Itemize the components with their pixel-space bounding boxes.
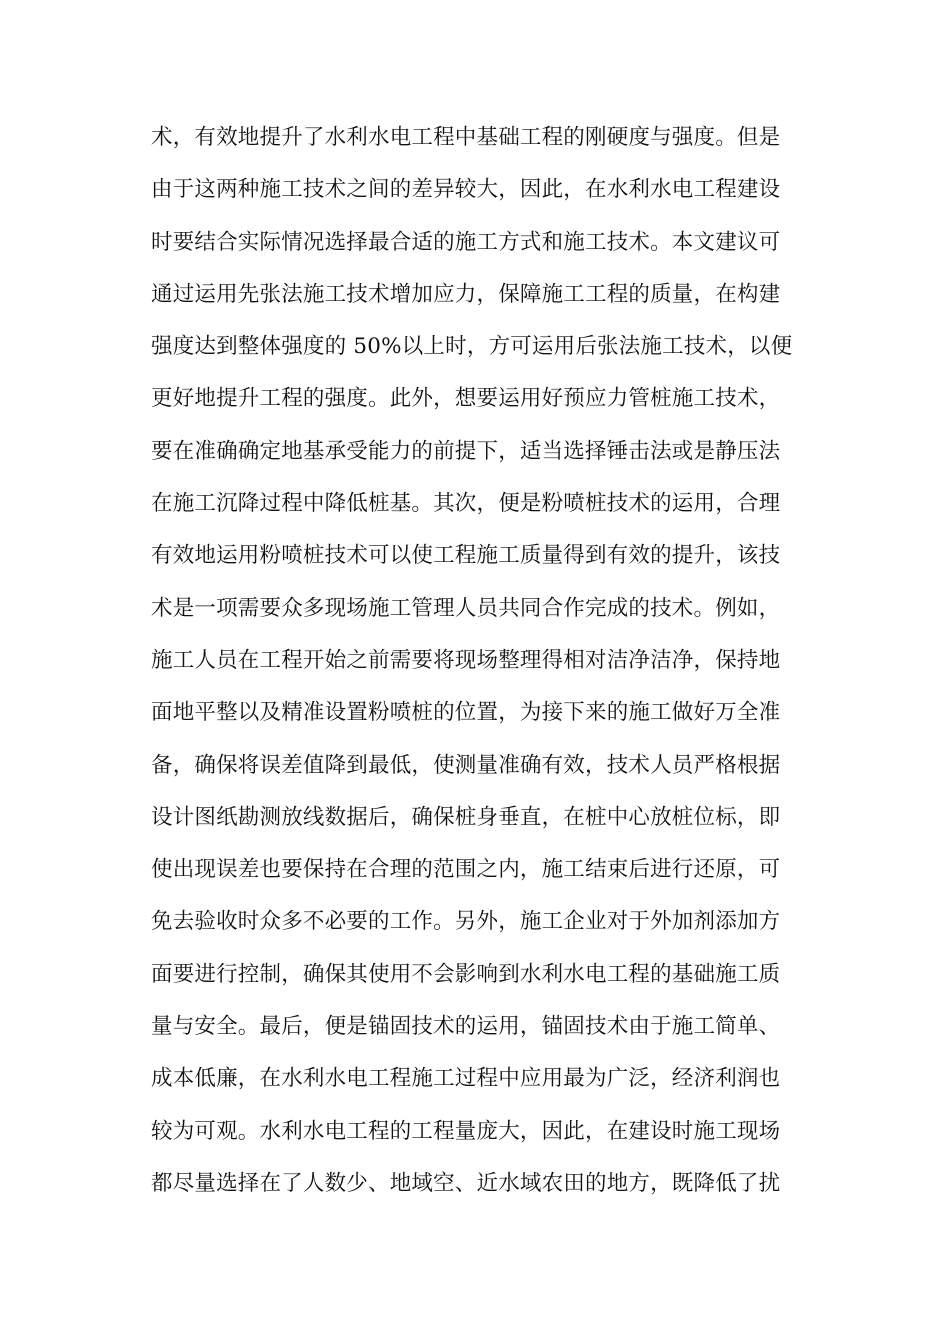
text-line: 由于这两种施工技术之间的差异较大，因此，在水利水电工程建设 (151, 177, 781, 203)
text-line: 备，确保将误差值降到最低，使测量准确有效，技术人员严格根据 (151, 752, 781, 778)
text-line: 更好地提升工程的强度。此外，想要运用好预应力管桩施工技术， (151, 386, 781, 412)
text-line: 在施工沉降过程中降低桩基。其次，便是粉喷桩技术的运用，合理 (151, 491, 781, 517)
text-line: 较为可观。水利水电工程的工程量庞大，因此，在建设时施工现场 (151, 1118, 781, 1144)
text-line: 面地平整以及精准设置粉喷桩的位置，为接下来的施工做好万全准 (151, 700, 781, 726)
text-line: 施工人员在工程开始之前需要将现场整理得相对洁净洁净，保持地 (151, 647, 781, 673)
text-line: 通过运用先张法施工技术增加应力，保障施工工程的质量，在构建 (151, 281, 781, 307)
text-line: 时要结合实际情况选择最合适的施工方式和施工技术。本文建议可 (151, 229, 781, 255)
text-line: 面要进行控制，确保其使用不会影响到水利水电工程的基础施工质 (151, 961, 781, 987)
text-line: 术是一项需要众多现场施工管理人员共同合作完成的技术。例如， (151, 595, 781, 621)
text-line: 使出现误差也要保持在合理的范围之内，施工结束后进行还原，可 (151, 857, 781, 883)
text-line: 免去验收时众多不必要的工作。另外，施工企业对于外加剂添加方 (151, 909, 781, 935)
text-line: 术，有效地提升了水利水电工程中基础工程的刚硬度与强度。但是 (151, 125, 781, 150)
text-line: 成本低廉，在水利水电工程施工过程中应用最为广泛，经济利润也 (151, 1066, 781, 1092)
text-line: 都尽量选择在了人数少、地域空、近水域农田的地方，既降低了扰 (151, 1170, 781, 1196)
text-line: 强度达到整体强度的 50%以上时，方可运用后张法施工技术，以便 (151, 334, 793, 360)
text-line: 设计图纸勘测放线数据后，确保桩身垂直，在桩中心放桩位标，即 (151, 804, 781, 830)
text-line: 量与安全。最后，便是锚固技术的运用，锚固技术由于施工简单、 (151, 1014, 781, 1040)
body-paragraph (151, 118, 811, 1216)
text-line: 要在准确确定地基承受能力的前提下，适当选择锤击法或是静压法 (151, 438, 781, 464)
text-line: 有效地运用粉喷桩技术可以使工程施工质量得到有效的提升，该技 (151, 543, 781, 569)
